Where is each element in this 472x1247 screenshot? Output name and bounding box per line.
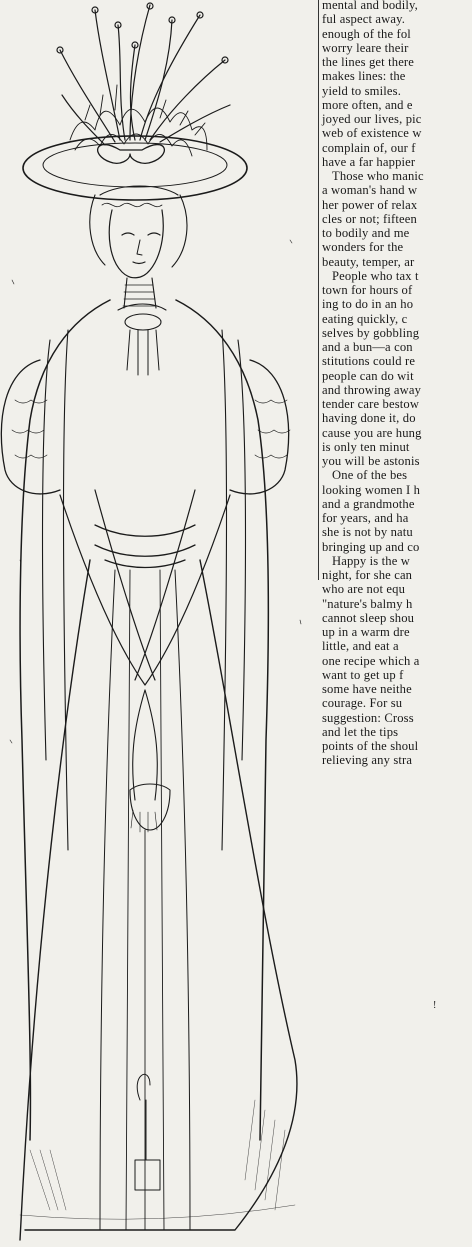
hat-bow [98, 145, 165, 164]
article-line: yield to smiles. [322, 83, 402, 98]
article-line: have a far happier [322, 154, 416, 169]
brooch [125, 314, 161, 330]
article-line: bringing up and co [322, 539, 420, 554]
article-line: eating quickly, c [322, 311, 408, 326]
article-line: and a grandmothe [322, 496, 415, 511]
article-line: cause you are hung [322, 425, 422, 440]
article-text-column [322, 0, 472, 768]
article-line: you will be astonis [322, 454, 420, 468]
article-line: worry leare their [322, 40, 409, 55]
article-line: more often, and e [322, 97, 413, 112]
article-line: cles or not; fifteen [322, 211, 417, 226]
article-line: courage. For su [322, 696, 403, 711]
article-line: cannot sleep shou [322, 610, 415, 625]
article-line: joyed our lives, pic [322, 112, 422, 126]
article-line: mental and bodily, [322, 0, 418, 12]
article-line: and a bun—a con [322, 340, 413, 354]
article-line: ing to do in an ho [322, 297, 414, 312]
article-line: people can do wit [322, 368, 414, 383]
article-line: one recipe which a [322, 653, 420, 668]
article-line: want to get up f [322, 667, 404, 682]
article-line: a woman's hand w [322, 183, 418, 198]
article-line: Those who manic [332, 169, 424, 183]
eyes [122, 233, 160, 235]
article-line: web of existence w [322, 126, 422, 141]
article-line: makes lines: the [322, 69, 406, 84]
ink-speck: ! [433, 1000, 437, 1011]
left-sleeve [1, 360, 60, 494]
article-line: and throwing away [322, 382, 422, 397]
article-line: Happy is the w [332, 553, 411, 568]
hat-brim [23, 136, 247, 200]
column-divider-rule [318, 0, 319, 580]
article-line: for years, and ha [322, 511, 409, 525]
article-line: she is not by natu [322, 525, 413, 540]
article-line: wonders for the [322, 240, 404, 255]
article-line: and let the tips [322, 724, 399, 739]
article-line: suggestion: Cross [322, 710, 414, 725]
article-line: "nature's balmy h [322, 596, 413, 611]
article-line: People who tax t [332, 268, 419, 283]
sash [95, 525, 195, 568]
article-line: up in a warm dre [322, 625, 410, 639]
article-line: town for hours of [322, 283, 413, 297]
neck-collar [118, 278, 166, 310]
hem-ornament [135, 1074, 160, 1190]
article-line: looking women I h [322, 482, 421, 497]
article-line: One of the bes [332, 468, 408, 483]
article-line: points of the shoul [322, 739, 419, 753]
article-line: some have neithe [322, 682, 412, 696]
article-line: relieving any stra [322, 753, 413, 768]
skirt [20, 560, 297, 1240]
article-line: selves by gobbling [322, 325, 420, 340]
article-line: night, for she can [322, 568, 413, 582]
article-line: the lines get there [322, 55, 415, 69]
article-line: little, and eat a [322, 639, 399, 654]
article-line: her power of relax [322, 197, 418, 212]
article-line: ful aspect away. [322, 12, 406, 27]
mouth [133, 262, 145, 264]
article-line: tender care bestow [322, 397, 420, 411]
face [109, 210, 163, 278]
article-line: stitutions could re [322, 354, 416, 369]
purse [130, 690, 170, 830]
article-line: complain of, our f [322, 140, 416, 155]
article-line: who are not equ [322, 582, 406, 597]
article-line: having done it, do [322, 411, 416, 426]
article-line: to bodily and me [322, 226, 410, 240]
article-line: enough of the fol [322, 26, 411, 41]
article-line: beauty, temper, ar [322, 254, 415, 269]
article-line: is only ten minut [322, 439, 410, 454]
